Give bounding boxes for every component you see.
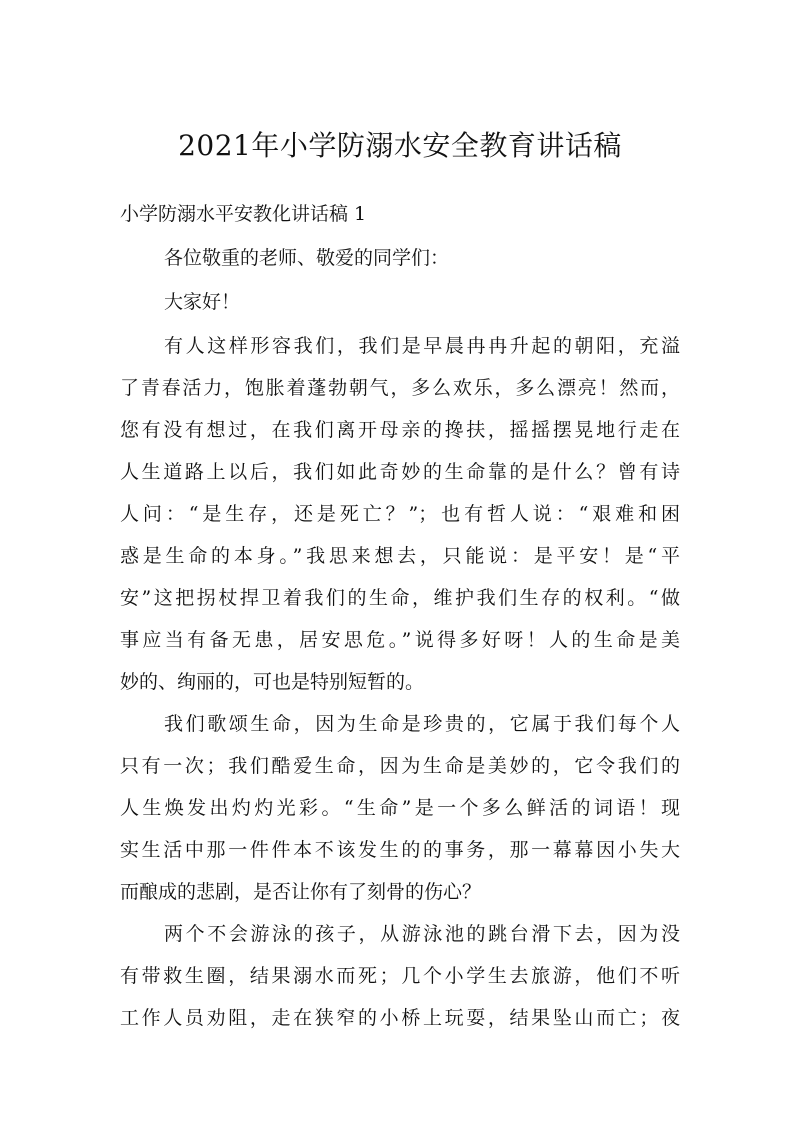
paragraph-line: 实生活中那一件件本不该发生的的事务，那一幕幕因小失大	[120, 839, 680, 861]
paragraph-line: 您有没有想过，在我们离开母亲的搀扶，摇摇摆晃地行走在	[120, 419, 680, 441]
paragraph-line: 安”这把拐杖捍卫着我们的生命，维护我们生存的权利。“做	[120, 587, 680, 609]
greeting-line: 各位敬重的老师、敬爱的同学们：	[164, 247, 450, 269]
paragraph-line: 我们歌颂生命，因为生命是珍贵的，它属于我们每个人	[164, 713, 680, 735]
paragraph-line: 妙的、绚丽的，可也是特别短暂的。	[120, 671, 425, 693]
paragraph-line: 事应当有备无患，居安思危。”说得多好呀！人的生命是美	[120, 629, 680, 651]
paragraph-line: 惑是生命的本身。”我思来想去，只能说：是平安！是“平	[120, 545, 680, 567]
paragraph-line: 人问：“是生存，还是死亡？”；也有哲人说：“艰难和困	[120, 503, 680, 525]
section-heading: 小学防溺水平安教化讲话稿 1	[120, 203, 367, 225]
paragraph-line: 有人这样形容我们，我们是早晨冉冉升起的朝阳，充溢	[164, 335, 680, 357]
paragraph-line: 了青春活力，饱胀着蓬勃朝气，多么欢乐，多么漂亮！然而，	[120, 377, 680, 399]
document-title: 2021年小学防溺水安全教育讲话稿	[178, 129, 622, 162]
paragraph-line: 有带救生圈，结果溺水而死；几个小学生去旅游，他们不听	[120, 965, 680, 987]
paragraph-line: 人生道路上以后，我们如此奇妙的生命靠的是什么？曾有诗	[120, 461, 680, 483]
paragraph-line: 两个不会游泳的孩子，从游泳池的跳台滑下去，因为没	[164, 923, 680, 945]
paragraph-line: 工作人员劝阻，走在狭窄的小桥上玩耍，结果坠山而亡；夜	[120, 1007, 680, 1029]
hello-line: 大家好！	[164, 291, 241, 313]
paragraph-line: 只有一次；我们酷爱生命，因为生命是美妙的，它令我们的	[120, 755, 680, 777]
paragraph-line: 人生焕发出灼灼光彩。“生命”是一个多么鲜活的词语！现	[120, 797, 680, 819]
paragraph-line: 而酿成的悲剧，是否让你有了刻骨的伤心？	[120, 881, 482, 903]
